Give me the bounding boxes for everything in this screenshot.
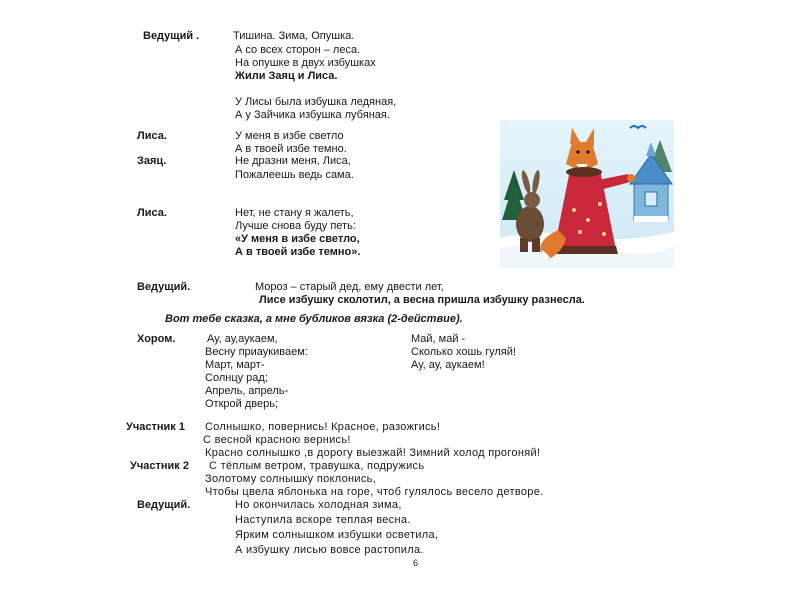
speaker-label: Лиса.: [137, 130, 167, 142]
text-line: Май, май -: [411, 333, 466, 345]
text-line: С весной красною вернись!: [203, 434, 351, 446]
text-line: Ау, ау, аукаем!: [411, 359, 485, 371]
text-line: Красно солнышко ,в дорогу выезжай! Зимний холод прогоняй!: [205, 447, 541, 459]
speaker-label: Ведущий.: [137, 499, 191, 511]
text-line: Не дразни меня, Лиса,: [235, 155, 351, 167]
text-line: Мороз – старый дед, ему двести лет,: [255, 281, 444, 293]
fox-hare-illustration: [500, 120, 674, 268]
text-line: А у Зайчика избушка лубяная.: [235, 109, 390, 121]
text-line: Нет, не стану я жалеть,: [235, 207, 354, 219]
speaker-label: Ведущий .: [143, 30, 200, 42]
act-heading: Вот тебе сказка, а мне бубликов вязка (2-действие).: [165, 313, 463, 325]
speaker-label: Хором.: [137, 333, 176, 345]
text-line: Но окончилась холодная зима,: [235, 499, 402, 511]
speaker-label: Участник 1: [126, 421, 185, 433]
speaker-label: Лиса.: [137, 207, 167, 219]
text-line: Лисе избушку сколотил, а весна пришла избушку разнесла.: [259, 294, 585, 306]
text-line: А со всех сторон – леса.: [235, 44, 361, 56]
text-line: Золотому солнышку поклонись,: [205, 473, 377, 485]
text-line: Весну приаукиваем:: [205, 346, 308, 358]
text-line: Лучше снова буду петь:: [235, 220, 356, 232]
page-number: 6: [413, 558, 419, 568]
text-line: А в твоей избе темно».: [235, 246, 361, 258]
text-line: А в твоей избе темно.: [235, 143, 347, 155]
speaker-label: Заяц.: [137, 155, 167, 167]
text-line: Ау, ау,аукаем,: [207, 333, 278, 345]
text-line: Апрель, апрель-: [205, 385, 289, 397]
text-line: Открой дверь;: [205, 398, 279, 410]
speaker-label: Участник 2: [130, 460, 189, 472]
text-line: Наступила вскоре теплая весна.: [235, 514, 411, 526]
text-line: На опушке в двух избушках: [235, 57, 376, 69]
text-line: А избушку лисью вовсе растопила.: [235, 544, 424, 556]
text-line: Ярким солнышком избушки осветила,: [235, 529, 439, 541]
text-line: «У меня в избе светло,: [235, 233, 360, 245]
text-line: С тёплым ветром, травушка, подружись: [209, 460, 425, 472]
text-line: У меня в избе светло: [235, 130, 344, 142]
text-line: Март, март-: [205, 359, 265, 371]
speaker-label: Ведущий.: [137, 281, 191, 293]
text-line: У Лисы была избушка ледяная,: [235, 96, 397, 108]
text-line: Чтобы цвела яблонька на горе, чтоб гулялось весело детворе.: [205, 486, 544, 498]
text-line: Тишина. Зима, Опушка.: [233, 30, 355, 42]
text-line: Жили Заяц и Лиса.: [235, 70, 338, 82]
text-line: Солнцу рад;: [205, 372, 268, 384]
text-line: Солнышко, повернись! Красное, разожгись!: [205, 421, 441, 433]
text-line: Пожалеешь ведь сама.: [235, 169, 354, 181]
text-line: Сколько хошь гуляй!: [411, 346, 516, 358]
